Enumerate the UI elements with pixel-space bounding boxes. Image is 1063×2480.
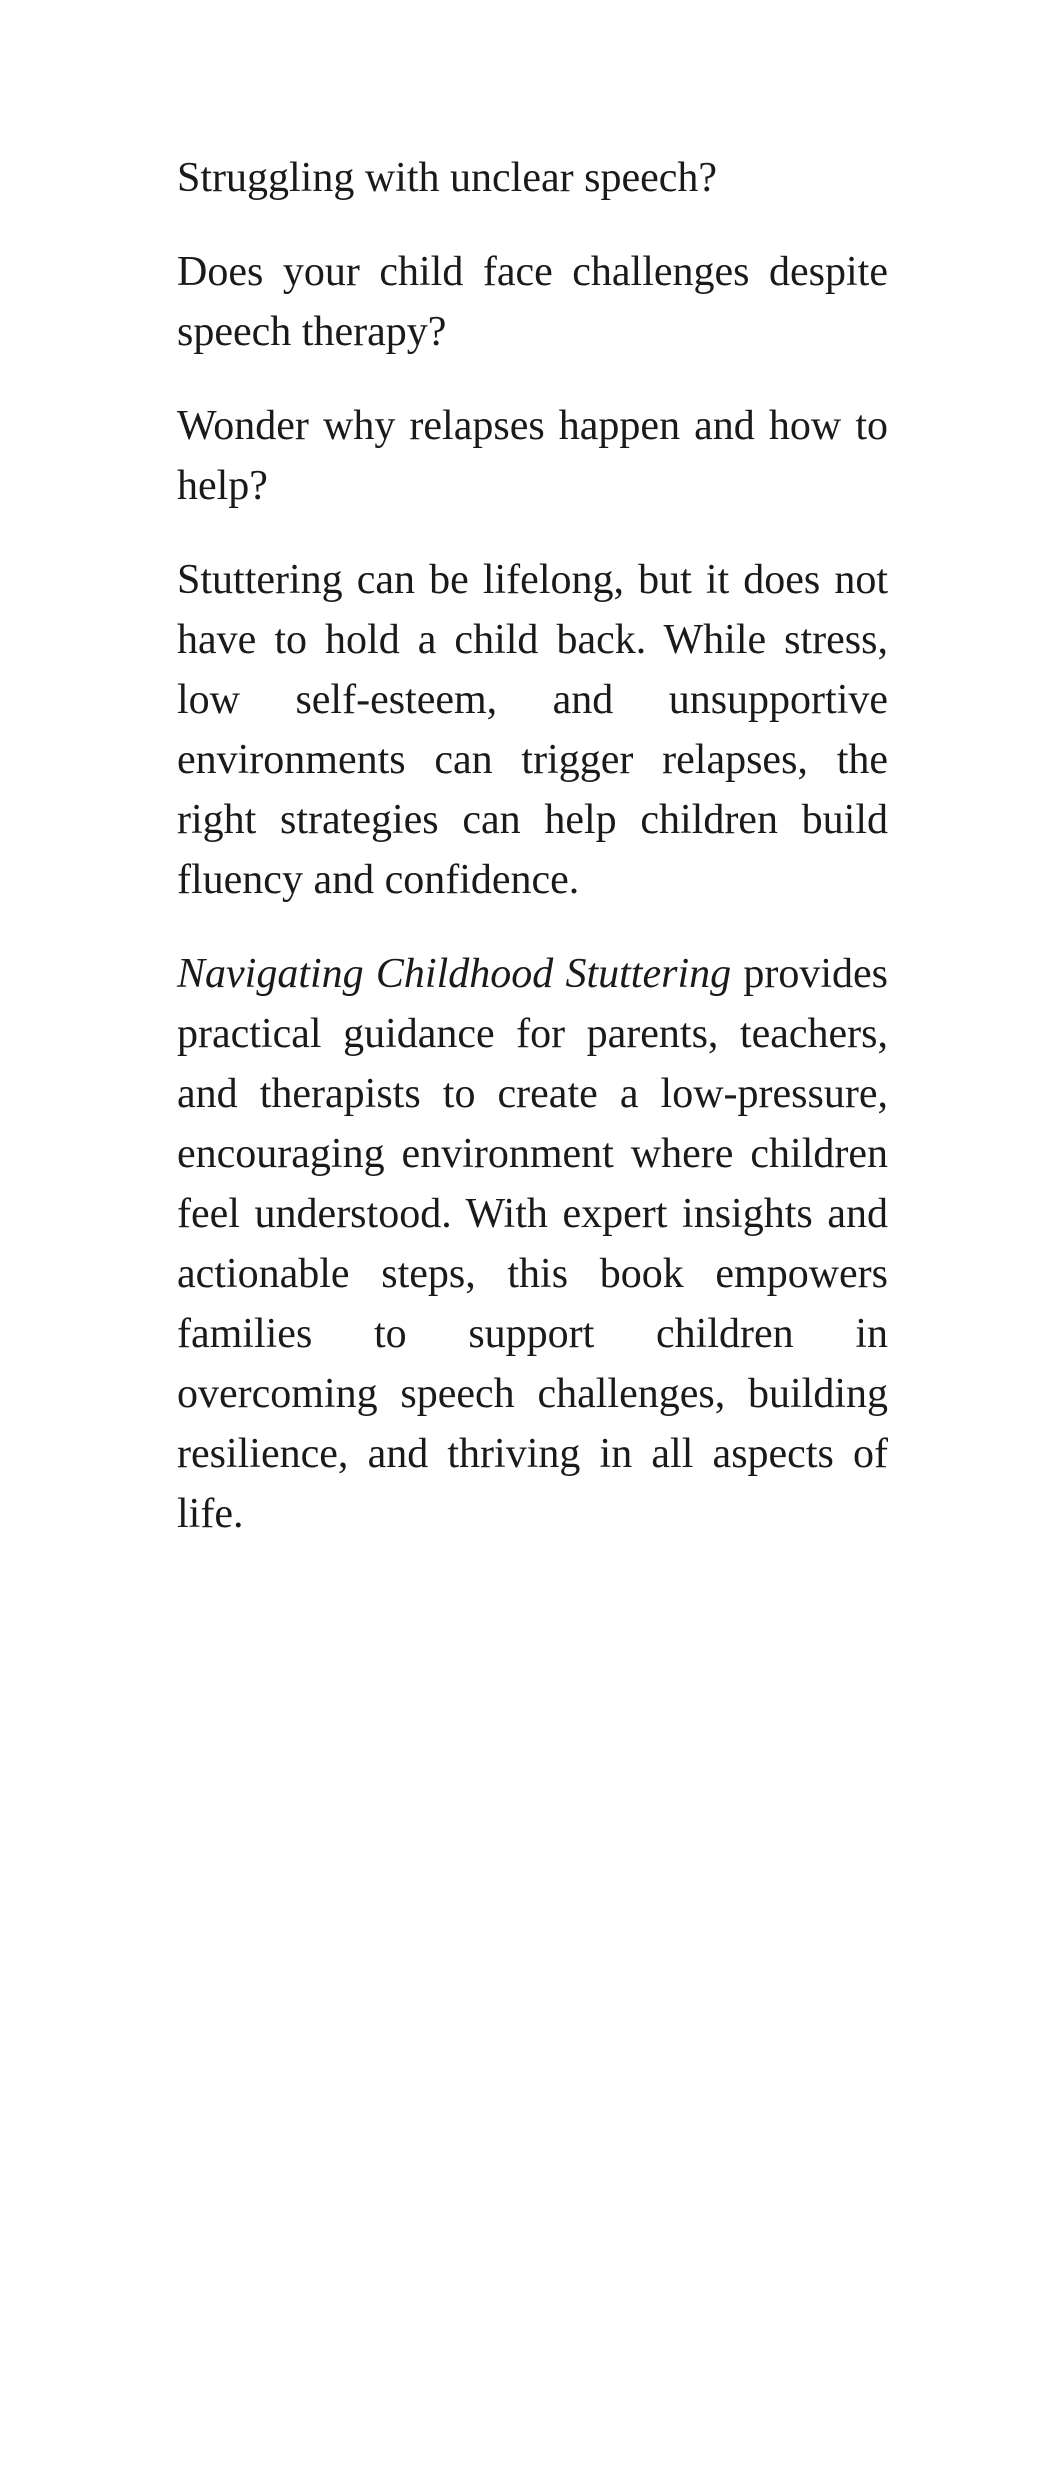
description-text-block xyxy=(177,148,888,1578)
book-description-text: provides practical guidance for parents, teachers, and therapists to create a low-pressure, encouraging environment where children feel understood. With expert insights and actionable steps, this book empowers families to support children in overcoming speech challenges, building resilience, and thriving in all aspects of life. xyxy=(177,951,888,1537)
question-unclear-speech: Struggling with unclear speech? xyxy=(177,155,718,201)
paragraph-stuttering-lifelong: Stuttering can be lifelong, but it does not have to hold a child back. While stress, low self-esteem, and unsupportive environments can trigger relapses, the right strategies can help children build fluency and confidence. xyxy=(177,557,888,903)
question-relapses: Wonder why relapses happen and how to help? xyxy=(177,403,888,509)
question-speech-therapy: Does your child face challenges despite speech therapy? xyxy=(177,249,888,355)
paragraph-book-description xyxy=(177,944,888,1544)
book-title: Navigating Childhood Stuttering xyxy=(177,951,732,997)
